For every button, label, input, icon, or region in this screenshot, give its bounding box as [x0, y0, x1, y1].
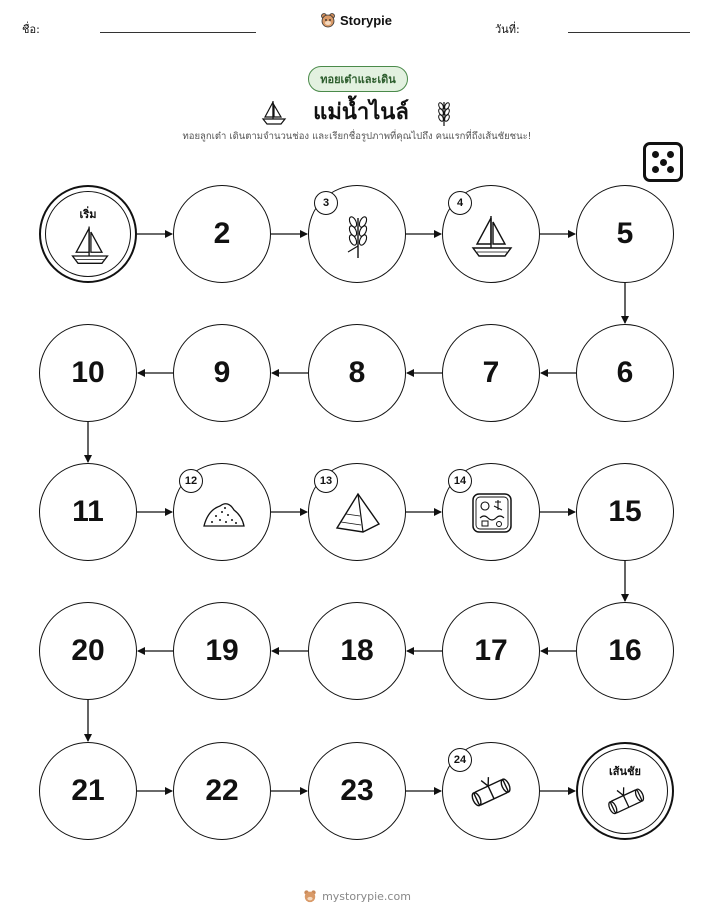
board-cell — [576, 324, 674, 422]
cell-number-tag: 13 — [314, 469, 338, 493]
cell-number-tag: 3 — [314, 191, 338, 215]
cell-number-tag: 4 — [448, 191, 472, 215]
title-text: แม่น้ำไนล์ — [313, 100, 409, 125]
date-label: วันที่: — [495, 23, 520, 36]
board-cell — [173, 602, 271, 700]
cell-number: 18 — [340, 634, 374, 667]
sailboat-icon — [67, 221, 113, 267]
board-cell — [576, 602, 674, 700]
cell-number: 6 — [616, 356, 634, 389]
brand-name: Storypie — [340, 12, 393, 28]
cell-number: 10 — [71, 356, 105, 389]
bear-mascot-icon — [303, 889, 317, 903]
finish-label: เส้นชัย — [609, 765, 641, 778]
name-label: ชื่อ: — [22, 23, 40, 36]
finish-cell — [576, 742, 674, 840]
activity-badge: ทอยเต๋าและเดิน — [308, 66, 408, 92]
board-cell — [442, 324, 540, 422]
board-cell — [39, 463, 137, 561]
cell-number: 2 — [213, 217, 231, 250]
cell-number: 9 — [213, 356, 231, 389]
cell-number: 20 — [71, 634, 105, 667]
cell-number: 5 — [616, 217, 634, 250]
board-cell — [576, 185, 674, 283]
cell-number-tag: 24 — [448, 748, 472, 772]
cell-number: 22 — [205, 774, 239, 807]
wheat-icon — [333, 210, 383, 260]
cell-number: 15 — [608, 495, 642, 528]
start-label: เริ่ม — [79, 208, 97, 221]
board-cell — [173, 324, 271, 422]
sand-pile-icon — [198, 488, 248, 538]
cell-number: 21 — [71, 774, 105, 807]
scroll-icon — [467, 767, 517, 817]
start-cell — [39, 185, 137, 283]
cell-number-tag: 14 — [448, 469, 472, 493]
cell-number: 23 — [340, 774, 374, 807]
pyramid-icon — [333, 488, 383, 538]
scroll-icon — [604, 778, 650, 824]
cell-number: 8 — [348, 356, 366, 389]
board-cell — [39, 742, 137, 840]
board-cell — [308, 324, 406, 422]
cell-number: 7 — [482, 356, 500, 389]
hieroglyph-tablet-icon — [467, 488, 517, 538]
board-cell — [308, 742, 406, 840]
cell-number-tag: 12 — [179, 469, 203, 493]
board-cell — [173, 742, 271, 840]
board-cell — [442, 602, 540, 700]
cell-number: 19 — [205, 634, 239, 667]
board-cell — [173, 185, 271, 283]
board-cell — [576, 463, 674, 561]
cell-number: 16 — [608, 634, 642, 667]
board-cell — [39, 324, 137, 422]
footer-url: mystorypie.com — [322, 889, 411, 903]
sailboat-icon — [467, 210, 517, 260]
cell-number: 11 — [72, 495, 104, 528]
board-cell — [39, 602, 137, 700]
instructions: ทอยลูกเต๋า เดินตามจำนวนช่อง และเรียกชื่อรูปภาพที่คุณไปถึง คนแรกที่ถึงเส้นชัยชนะ! — [182, 131, 532, 142]
footer — [0, 889, 714, 903]
board-cell — [308, 602, 406, 700]
cell-number: 17 — [474, 634, 508, 667]
